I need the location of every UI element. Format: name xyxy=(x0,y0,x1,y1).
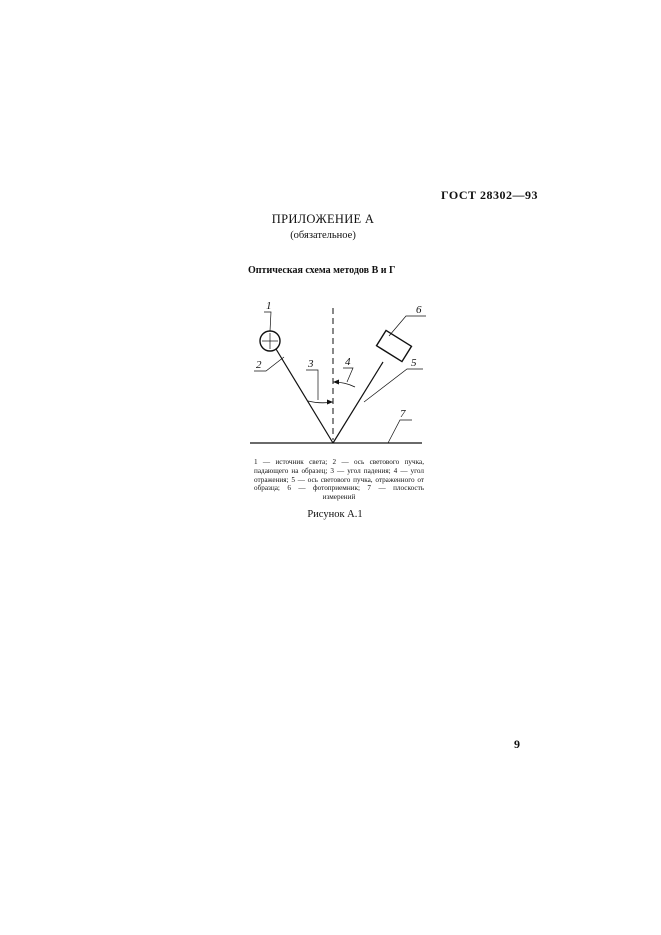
leader-3 xyxy=(306,370,318,400)
standard-code: ГОСТ 28302—93 xyxy=(441,188,538,202)
section-heading: Оптическая схема методов В и Г xyxy=(248,265,396,276)
label-2: 2 xyxy=(256,359,262,371)
incident-beam xyxy=(276,349,333,443)
leader-7 xyxy=(388,420,412,443)
leader-5 xyxy=(364,369,423,402)
label-3: 3 xyxy=(308,358,314,370)
reflection-arrow xyxy=(333,380,339,385)
leader-1 xyxy=(264,312,271,331)
optical-scheme-diagram xyxy=(240,290,440,455)
leader-6 xyxy=(389,316,426,336)
figure-legend: 1 — источник света; 2 — ось светового пучка, падающего на образец; 3 — угол падения; 4 — угол отражения; 5 — ось светового пучка, отраженного от образца; 6 — фотоприемник; 7 — плоскость измерений xyxy=(254,458,424,502)
photodetector xyxy=(377,330,412,361)
label-5: 5 xyxy=(411,357,417,369)
label-7: 7 xyxy=(400,408,406,420)
page-number: 9 xyxy=(514,737,520,751)
appendix-status: (обязательное) xyxy=(290,230,356,241)
label-1: 1 xyxy=(266,300,272,312)
appendix-title: ПРИЛОЖЕНИЕ А xyxy=(271,212,375,226)
incidence-arrow xyxy=(327,400,333,405)
label-4: 4 xyxy=(345,356,351,368)
figure-caption: Рисунок А.1 xyxy=(307,509,363,520)
label-6: 6 xyxy=(416,304,422,316)
reflected-beam xyxy=(333,362,383,443)
leader-4 xyxy=(343,368,353,382)
